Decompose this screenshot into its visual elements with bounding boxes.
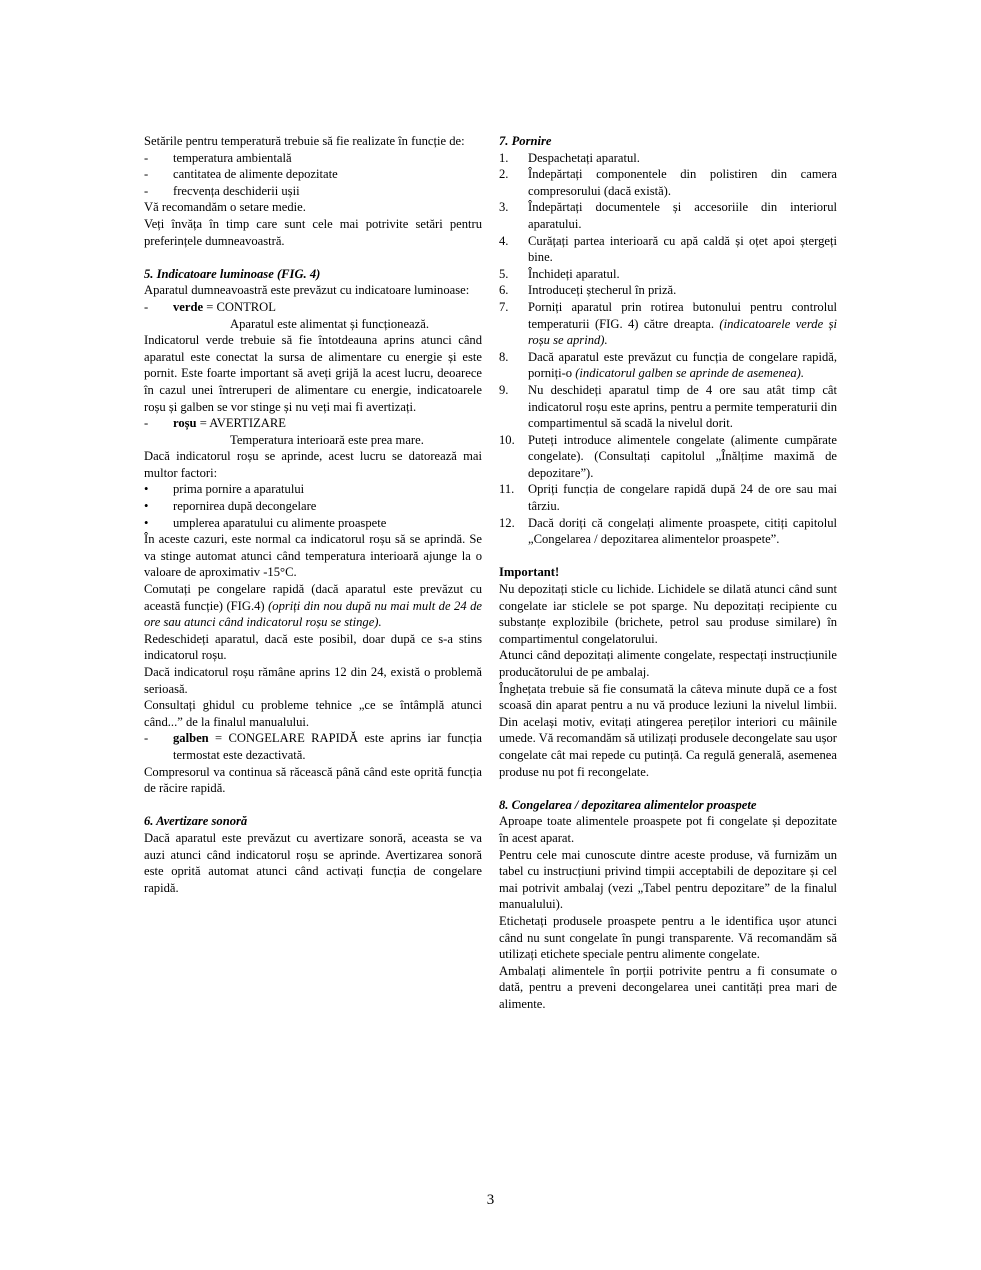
section-heading: 8. Congelarea / depozitarea alimentelor proaspete <box>499 797 757 812</box>
list-item: • umplerea aparatului cu alimente proaspete <box>144 515 387 530</box>
paragraph: Nu depozitați sticle cu lichide. Lichidele se dilată atunci când sunt congelate iar sticlele se pot sparge. Nu depozitați recipiente cu substanțe explozibile (brichete, petrol sau produse similare) în compartimentul congelatorului. <box>499 582 837 646</box>
section-heading: 6. Avertizare sonoră <box>144 814 248 829</box>
list-item: 6. Introduceți ștecherul în priză. <box>499 283 677 298</box>
paragraph: Atunci când depozitați alimente congelate, respectați instrucțiunile producătorului de pe ambalaj. <box>499 648 837 679</box>
paragraph: Ambalați alimentele în porții potrivite pentru a fi consumate o dată, pentru a preveni decongelarea unei cantități prea mari de alimente. <box>499 963 837 1011</box>
important-heading: Important! <box>499 565 560 580</box>
paragraph: Etichetați produsele proaspete pentru a le identifica ușor atunci când nu sunt congelate în pungi transparente. Vă recomandăm să utilizați etichete speciale pentru alimente congelate. <box>499 913 837 962</box>
list-item: 9. Nu deschideți aparatul timp de 4 ore sau atât timp cât indicatorul roșu este aprins, pentru a permite temperaturii din compartimentul să scadă la nivelul dorit. <box>499 382 837 431</box>
right-column <box>499 133 837 1012</box>
paragraph: Aparatul dumneavoastră este prevăzut cu indicatoare luminoase: <box>144 283 470 298</box>
list-item: 3. Îndepărtați documentele și accesoriile din interiorul aparatului. <box>499 200 837 231</box>
indicator-red-desc: Temperatura interioară este prea mare. <box>230 432 424 447</box>
paragraph: Compresorul va continua să răcească până când este oprită funcția de răcire rapidă. <box>144 764 482 796</box>
section-heading: 7. Pornire <box>499 134 552 148</box>
list-item: 4. Curățați partea interioară cu apă caldă și oțet apoi ștergeți bine. <box>499 233 837 265</box>
indicator-green: - verde = CONTROL <box>144 299 276 314</box>
list-item: 10. Puteți introduce alimentele congelate (alimente cumpărate congelate). (Consultați capitolul „Înălțime maximă de depozitare”). <box>499 432 837 480</box>
paragraph: Înghețata trebuie să fie consumată la câteva minute după ce a fost scoasă din aparat pentru a nu vă produce leziuni la nivelul limbii. Din același motiv, evitați atingerea pereților interiori cu mâinile umede. Vă recomandăm să utilizați produsele decongelate sau ușor congelate cât mai repede cu putință. Ca regulă generală, asemenea produse nu pot fi recongelate. <box>499 681 837 779</box>
indicator-yellow: - galben = CONGELARE RAPIDĂ este aprins iar funcția termostat este dezactivată. <box>144 731 482 762</box>
paragraph: Dacă indicatorul roșu rămâne aprins 12 din 24, există o problemă serioasă. <box>144 665 482 696</box>
paragraph: Pentru cele mai cunoscute dintre aceste produse, vă furnizăm un tabel cu instrucțiuni privind timpii acceptabili de depozitare și cel mai potrivit ambalaj (vezi „Tabel pentru depozitare” de la finalul manualului). <box>499 847 837 912</box>
intro-list <box>144 150 482 200</box>
list-item: • repornirea după decongelare <box>144 499 317 514</box>
list-item: 1. Despachetați aparatul. <box>499 150 640 165</box>
list-item: 12. Dacă doriți că congelați alimente proaspete, citiți capitolul „Congelarea / depozitarea alimentelor proaspete”. <box>499 515 837 547</box>
paragraph: Veți învăța în timp care sunt cele mai potrivite setări pentru preferințele dumneavoastră. <box>144 216 482 248</box>
list-item: 2. Îndepărtați componentele din polistiren din camera compresorului (dacă există). <box>499 167 837 198</box>
left-column <box>144 133 482 896</box>
paragraph: Redeschideți aparatul, dacă este posibil, doar după ce s-a stins indicatorul roșu. <box>144 631 482 663</box>
cause-list <box>144 481 482 531</box>
paragraph: Vă recomandăm o setare medie. <box>144 200 306 215</box>
list-item: 11. Opriți funcția de congelare rapidă după 24 de ore sau mai târziu. <box>499 482 837 514</box>
list-item: 8. Dacă aparatul este prevăzut cu funcția de congelare rapidă, porniți-o (indicatorul galben se aprinde de asemenea). <box>499 349 837 381</box>
list-item: 7. Porniți aparatul prin rotirea butonului pentru controlul temperaturii (FIG. 4) către dreapta. (indicatoarele verde și roșu se aprind). <box>499 299 838 348</box>
indicator-green-desc: Aparatul este alimentat și funcționează. <box>230 316 429 331</box>
list-item: - cantitatea de alimente depozitate <box>144 167 338 182</box>
list-item: - frecvența deschiderii ușii <box>144 183 300 198</box>
intro-paragraph: Setările pentru temperatură trebuie să fie realizate în funcție de: <box>144 134 465 148</box>
section-heading: 5. Indicatoare luminoase (FIG. 4) <box>144 266 321 281</box>
paragraph: Aproape toate alimentele proaspete pot fi congelate și depozitate în acest aparat. <box>499 814 837 845</box>
paragraph: Dacă aparatul este prevăzut cu avertizare sonoră, aceasta se va auzi atunci când indicatorul roșu se aprinde. Avertizarea sonoră este oprită automat atunci când activați funcția de congelare rapidă. <box>144 830 482 895</box>
indicator-red: - roșu = AVERTIZARE <box>144 416 286 431</box>
paragraph: Consultați ghidul cu probleme tehnice „ce se întâmplă atunci când...” de la finalul manualului. <box>144 698 482 729</box>
list-item: 5. Închideți aparatul. <box>499 266 620 281</box>
page-number: 3 <box>486 1192 495 1208</box>
list-item: - temperatura ambientală <box>144 150 292 165</box>
paragraph: Dacă indicatorul roșu se aprinde, acest lucru se datorează mai multor factori: <box>144 449 482 480</box>
paragraph: Comutați pe congelare rapidă (dacă aparatul este prevăzut cu această funcție) (FIG.4) (opriți din nou după nu mai mult de 24 de ore sau atunci când indicatorul roșu se stinge). <box>144 582 482 630</box>
paragraph: Indicatorul verde trebuie să fie întotdeauna aprins atunci când aparatul este conectat la sursa de alimentare cu energie și este pornit. Este foarte important să aveți grijă la acest lucru, deoarece în cazul unei întreruperi de alimentare cu energie, indicatoarele roșu și galben se vor stinge și nu veți mai fi avertizați. <box>144 333 482 414</box>
list-item: • prima pornire a aparatului <box>144 482 305 497</box>
paragraph: În aceste cazuri, este normal ca indicatorul roșu să se aprindă. Se va stinge automat atunci când temperatura interioară ajunge la o valoare de aproximativ -15°C. <box>144 532 482 580</box>
startup-steps <box>499 150 837 548</box>
